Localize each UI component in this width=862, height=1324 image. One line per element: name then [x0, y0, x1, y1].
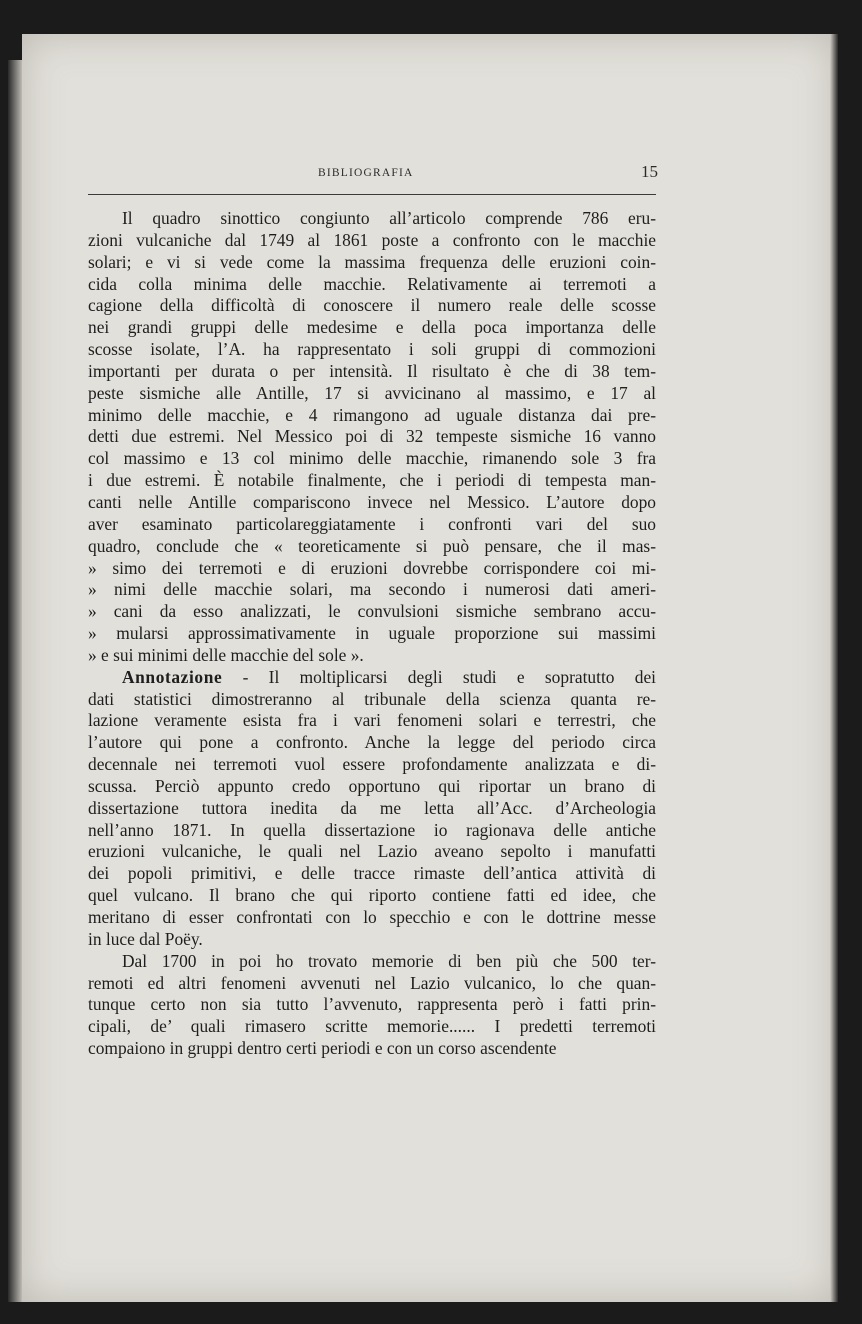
text-line: quel vulcano. Il brano che qui riporto contiene fatti ed idee, che — [88, 885, 656, 906]
text-line: » mularsi approssimativamente in uguale proporzione sui massimi — [88, 623, 656, 644]
text-line: dati statistici dimostreranno al tribunale della scienza quanta re- — [88, 688, 656, 709]
text-line: » cani da esso analizzati, le convulsioni sismiche sembrano accu- — [88, 601, 656, 622]
text-line: remoti ed altri fenomeni avvenuti nel Lazio vulcanico, lo che quan- — [88, 972, 656, 993]
text-line: Il quadro sinottico congiunto all’articolo comprende 786 eru- — [122, 208, 656, 228]
text-line: canti nelle Antille compariscono invece nel Messico. L’autore dopo — [88, 491, 656, 512]
text-line — [88, 667, 656, 689]
text-line: peste sismiche alle Antille, 17 si avvicinano al massimo, e 17 al — [88, 382, 656, 403]
text-line: zioni vulcaniche dal 1749 al 1861 poste a confronto con le macchie — [88, 229, 656, 250]
text-line: » simo dei terremoti e di eruzioni dovrebbe corrispondere coi mi- — [88, 557, 656, 578]
text-line: eruzioni vulcaniche, le quali nel Lazio aveano sepolto i manufatti — [88, 841, 656, 862]
text-line: decennale nei terremoti vuol essere profondamente analizzata e di- — [88, 754, 656, 775]
text-line: lazione veramente esista fra i vari fenomeni solari e terrestri, che — [88, 710, 656, 731]
text-line: nei grandi gruppi delle medesime e della poca importanza delle — [88, 317, 656, 338]
text-line: solari; e vi si vede come la massima frequenza delle eruzioni coin- — [88, 251, 656, 272]
text-line: importanti per durata o per intensità. Il risultato è che di 38 tem- — [88, 360, 656, 381]
text-line: quadro, conclude che « teoreticamente si può pensare, che il mas- — [88, 535, 656, 556]
text-line: » e sui minimi delle macchie del sole ». — [88, 644, 364, 665]
page-number: 15 — [641, 162, 658, 181]
text-line: tunque certo non sia tutto l’avvenuto, rappresenta però i fatti prin- — [88, 994, 656, 1015]
paragraph — [88, 667, 656, 951]
text-line: dissertazione tuttora inedita da me letta all’Acc. d’Archeologia — [88, 797, 656, 818]
text-line: nell’anno 1871. In quella dissertazione io ragionava delle antiche — [88, 819, 656, 840]
text-line: minimo delle macchie, e 4 rimangono ad uguale distanza dai pre- — [88, 404, 656, 425]
running-head: BIBLIOGRAFIA — [318, 167, 414, 179]
text-line: scosse isolate, l’A. ha rappresentato i soli gruppi di commozioni — [88, 339, 656, 360]
right-page-edge — [830, 34, 838, 1302]
left-page-edge — [8, 60, 22, 1302]
text-line: » nimi delle macchie solari, ma secondo i numerosi dati ameri- — [88, 579, 656, 600]
text-line: detti due estremi. Nel Messico poi di 32 tempeste sismiche 16 vanno — [88, 426, 656, 447]
text-line: i due estremi. È notabile finalmente, che i periodi di tempesta man- — [88, 470, 656, 491]
body-text — [88, 208, 656, 1060]
text-line: dei popoli primitivi, e delle tracce rimaste dell’antica attività di — [88, 863, 656, 884]
text-line: cida colla minima delle macchie. Relativamente ai terremoti a — [88, 273, 656, 294]
paragraph — [88, 208, 656, 667]
text-line: Dal 1700 in poi ho trovato memorie di ben più che 500 ter- — [122, 950, 656, 971]
text-line-content: - Il moltiplicarsi degli studi e sopratutto dei — [222, 666, 656, 687]
paragraph — [88, 951, 656, 1060]
text-line: l’autore qui pone a confronto. Anche la legge del periodo circa — [88, 732, 656, 753]
header-rule — [88, 194, 656, 195]
text-line: scussa. Perciò appunto credo opportuno qui riportar un brano di — [88, 775, 656, 796]
text-line: in luce dal Poëy. — [88, 928, 203, 949]
text-line: cipali, de’ quali rimasero scritte memorie...... I predetti terremoti — [88, 1016, 656, 1037]
text-line: compaiono in gruppi dentro certi periodi e con un corso ascendente — [88, 1038, 557, 1059]
annotation-lead-word: Annotazione — [122, 666, 223, 687]
text-line: cagione della difficoltà di conoscere il numero reale delle scosse — [88, 295, 656, 316]
text-line: meritano di esser confrontati con lo specchio e con le dottrine messe — [88, 907, 656, 927]
text-line: aver esaminato particolareggiatamente i confronti vari del suo — [88, 513, 656, 534]
text-line: col massimo e 13 col minimo delle macchie, rimanendo sole 3 fra — [88, 448, 656, 469]
page-header — [88, 162, 658, 184]
